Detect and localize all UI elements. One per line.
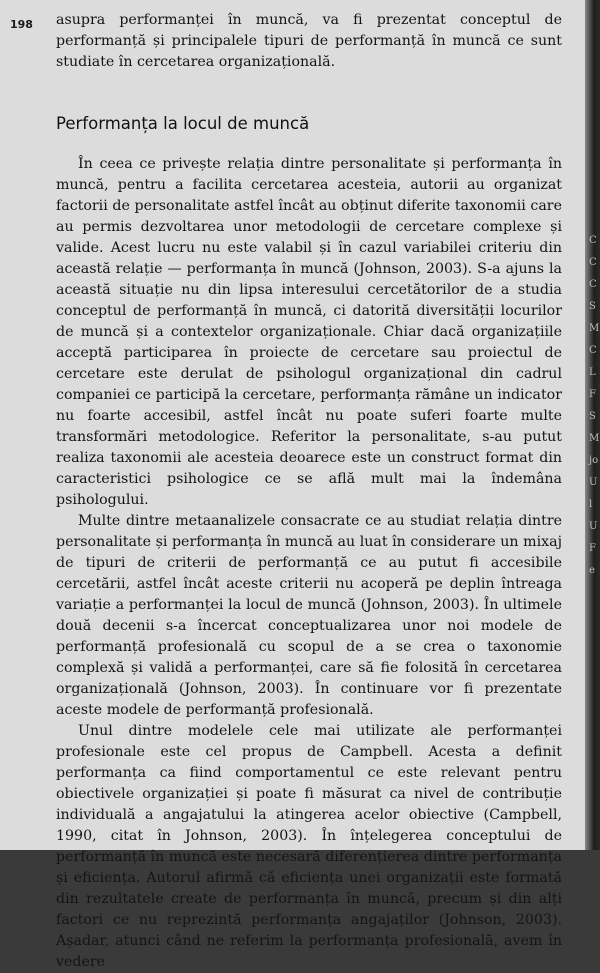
edge-mark: M [589, 433, 600, 444]
edge-mark: U [589, 477, 598, 488]
body-paragraph-3: Unul dintre modelele cele mai utilizate ale performanței profesionale este cel propus de Campbell. Acesta a definit performanța ca fiind comportamentul ce este relevant pentru obiectivele organizației și poate fi măsurat ca nivel de contribuție individuală a angajatului la atingerea acelor obiective (Campbell, 1990, citat în Johnson, 2003). În înțelegerea conceptului de performanță în muncă este necesară diferențierea dintre performanța și eficiența. Autorul afirmă că eficiența unei organizații este formată din rezultatele create de performanța în muncă, precum și din alți factori ce nu reprezintă performanța angajaților (Johnson, 2003). Așadar, atunci când ne referim la performanța profesională, avem în vedere [56, 723, 562, 970]
edge-mark: l [589, 499, 593, 510]
body-paragraph-2: Multe dintre metaanalizele consacrate ce au studiat relația dintre personalitate și performanța în muncă au luat în considerare un mixaj de tipuri de criterii de performanță ce au putut fi accesibile cercetării, astfel încât aceste criterii nu acoperă pe deplin întreaga variație a performanței la locul de muncă (Johnson, 2003). În ultimele două decenii s-a încercat conceptualizarea unor noi modele de performanță profesională cu scopul de a se crea o taxonomie complexă și validă a performanței, care să fie folosită în cercetarea organizațională (Johnson, 2003). În continuare vor fi prezentate aceste modele de performanță profesională. [56, 513, 562, 718]
edge-mark: M [589, 323, 600, 334]
edge-mark: L [589, 367, 596, 378]
page-content [56, 10, 562, 973]
edge-mark: F [589, 389, 596, 400]
intro-paragraph: asupra performanței în muncă, va fi prezentat conceptul de performanță și principalele tipuri de performanță în muncă ce sunt studiate în cercetarea organizațională. [56, 12, 562, 70]
edge-mark: U [589, 521, 598, 532]
edge-mark: jo [589, 455, 599, 466]
edge-mark: C [589, 279, 597, 290]
edge-mark: C [589, 235, 597, 246]
page-number: 198 [10, 18, 33, 31]
facing-page-glimpse [589, 230, 600, 650]
edge-mark: C [589, 257, 597, 268]
edge-mark: S [589, 411, 596, 422]
edge-mark: S [589, 301, 596, 312]
edge-mark: C [589, 345, 597, 356]
section-heading: Performanța la locul de muncă [56, 114, 310, 133]
edge-mark: e [589, 565, 595, 576]
body-paragraph-1: În ceea ce privește relația dintre personalitate și performanța în muncă, pentru a facilita cercetarea acesteia, autorii au organizat factorii de personalitate astfel încât au obținut diferite taxonomii care au permis dezvoltarea unor metodologii de cercetare complexe și valide. Acest lucru nu este valabil și în cazul variabilei criteriu din această relație — performanța în muncă (Johnson, 2003). S-a ajuns la această situație nu din lipsa interesului cercetătorilor de a studia conceptul de performanță în muncă, ci datorită diversității locurilor de muncă și a contextelor organizaționale. Chiar dacă organizațiile acceptă participarea în proiecte de cercetare sau proiectul de cercetare este derulat de psihologul organizațional din cadrul companiei ce participă la cercetare, performanța rămâne un indicator nu foarte accesibil, astfel încât nu poate suferi foarte multe transformări metodologice. Referitor la personalitate, s-au putut realiza taxonomii ale acesteia deoarece este un construct format din caracteristici psihologice ce se află mult mai la îndemâna psihologului. [56, 156, 562, 508]
edge-mark: F [589, 543, 596, 554]
